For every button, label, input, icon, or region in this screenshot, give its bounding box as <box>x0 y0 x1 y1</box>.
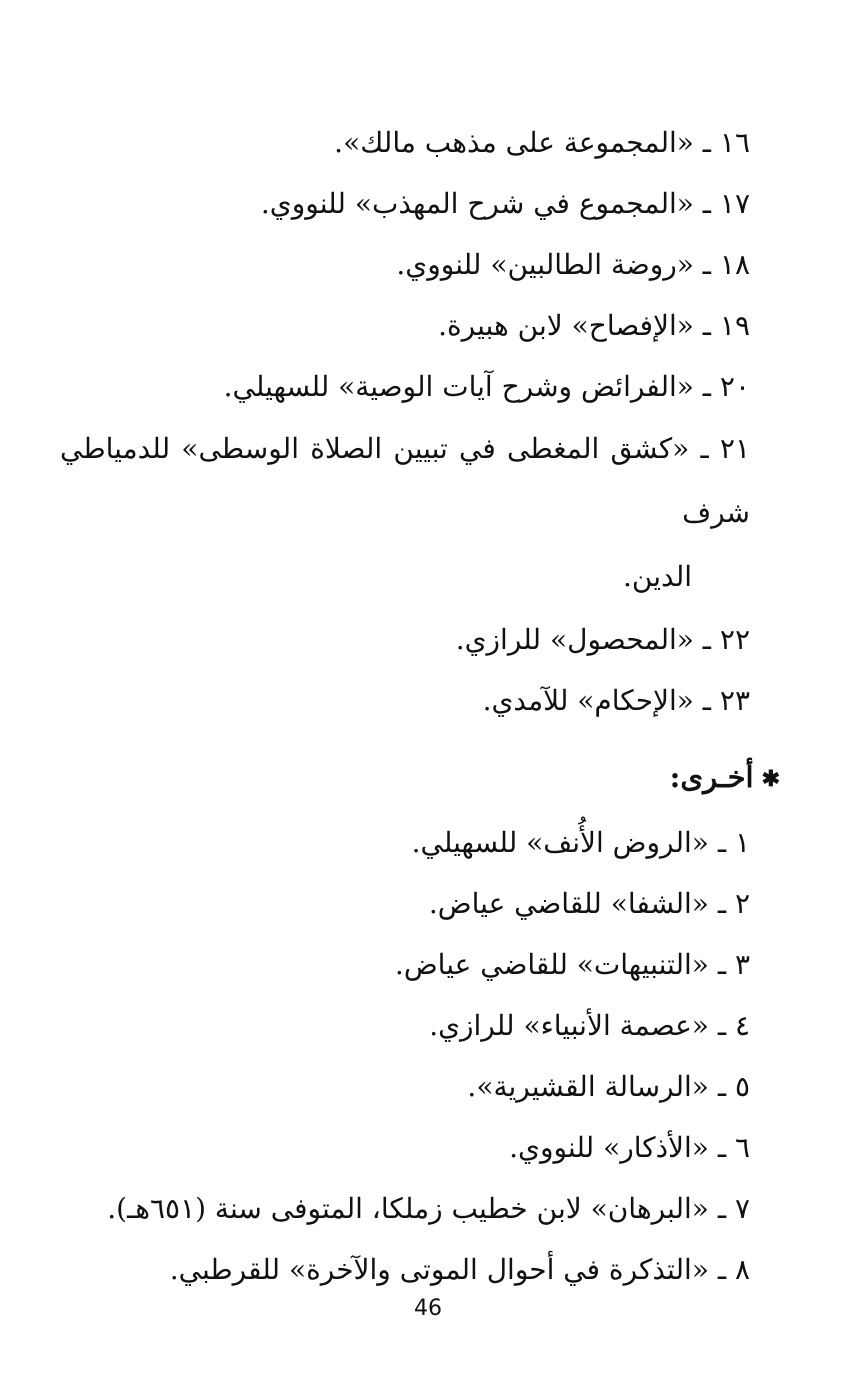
list-item: ٢٢ ـ «المحصول» للرازي. <box>455 623 750 656</box>
list-item: ١٨ ـ «روضة الطالبين» للنووي. <box>396 248 750 281</box>
list-item: ٢٣ ـ «الإحكام» للآمدي. <box>482 684 750 717</box>
section-heading-other <box>60 747 780 810</box>
section-heading-text: أخـرى: <box>669 760 754 794</box>
list-item: ٦ ـ «الأذكار» للنووي. <box>509 1130 750 1164</box>
list-item: ١٧ ـ «المجموع في شرح المهذب» للنووي. <box>260 187 750 220</box>
page-content <box>60 112 780 1300</box>
list-item: ٢ ـ «الشفا» للقاضي عياض. <box>428 886 750 920</box>
list-item: ١٩ ـ «الإفصاح» لابن هبيرة. <box>438 309 750 342</box>
list-item-line: ٢١ ـ «كشق المغطى في تبيين الصلاة الوسطى» للدمياطي شرف <box>60 432 750 529</box>
list-item: ١٦ ـ «المجموعة على مذهب مالك». <box>334 126 750 159</box>
list-item: ٨ ـ «التذكرة في أحوال الموتى والآخرة» للقرطبي. <box>169 1252 750 1286</box>
list-item: ٥ ـ «الرسالة القشيرية». <box>467 1069 750 1103</box>
list-item: ٤ ـ «عصمة الأنبياء» للرازي. <box>429 1008 750 1042</box>
list-item: ١ ـ «الروض الأُنف» للسهيلي. <box>411 825 750 859</box>
list-item-continuation: الدين. <box>622 560 692 593</box>
list-item <box>60 417 750 609</box>
page-number: 46 <box>414 1296 442 1321</box>
references-list-other <box>60 812 750 1300</box>
asterisk-icon: ✱ <box>761 765 780 792</box>
list-item: ٧ ـ «البرهان» لابن خطيب زملكا، المتوفى سنة (٦٥١هـ). <box>107 1191 750 1225</box>
list-item: ٣ ـ «التنبيهات» للقاضي عياض. <box>394 947 750 981</box>
references-list-continued <box>60 112 750 731</box>
list-item: ٢٠ ـ «الفرائض وشرح آيات الوصية» للسهيلي. <box>223 370 750 403</box>
